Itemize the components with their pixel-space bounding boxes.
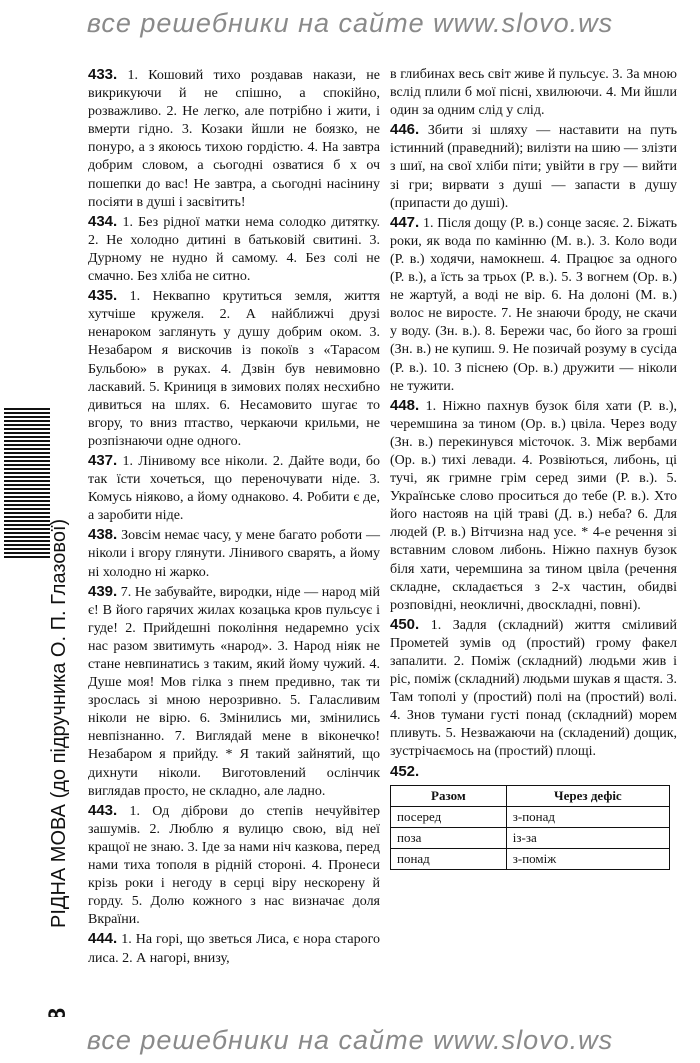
exercise-text: 1. Після дощу (Р. в.) сонце засяє. 2. Біжать роки, як вода по камінню (М. в.). 3. Коло води (Р. в.) ходячи, намокнеш. 4. Працює за одного (Р. в.), а їсть за трьох (Р. в.). 5. З вогнем (Ор. в.) не жартуй, а воді не вір. 6. На долоні (М. в.) волос не виросте. 7. Не знаючи броду, не скачи у воду. (Зн. в.). 8. Бережи час, бо його за гроші (Зн. в.) не купиш. 9. Не позичай розуму в сусіда (Р. в.). 10. З піснею (Ор. в.) дружити — ніколи не тужити. bbox=[390, 215, 677, 394]
answer-table bbox=[390, 785, 670, 870]
table-cell: посеред bbox=[391, 806, 507, 827]
exercise-text: 1. Лінивому все ніколи. 2. Дайте води, бо так їсти хочеться, що переночувати ніде. 3. Комусь ніяково, а йому однаково. 4. Робити є де, а заробити ніде. bbox=[88, 453, 380, 524]
exercise-number: 433. bbox=[88, 66, 118, 83]
exercise-paragraph bbox=[88, 287, 380, 451]
exercise-text: 1. На горі, що зветься Лиса, є нора старого лиса. 2. А нагорі, внизу, bbox=[88, 932, 381, 966]
exercise-number: 446. bbox=[390, 121, 420, 139]
table-cell: з-понад bbox=[506, 806, 669, 827]
left-column bbox=[88, 66, 380, 969]
table-cell: із-за bbox=[506, 827, 669, 848]
table-header-cell: Через дефіс bbox=[506, 785, 669, 806]
exercise-number: 444. bbox=[88, 930, 118, 948]
exercise-text: 1. Неквапно крутиться земля, життя хутчіше кружеля. 2. А найближчі друзі ненароком заглянуть у душу добрим оком. 3. Незабаром я вискочив із покоїв з «Тарасом Бульбою» в руках. 4. Дзвін був невимовно ласкавий. 5. Криниця в зимових полях несхибно дивиться на шлях. 6. Несамовито шугає то вгору, то вниз птаство, черкаючи крильми, не розпізнаючи одне одного. bbox=[88, 289, 381, 449]
exercise-number: 450. bbox=[390, 615, 420, 633]
exercise-paragraph bbox=[88, 583, 380, 801]
site-banner-bottom: все решебники на сайте www.slovo.ws bbox=[0, 1017, 700, 1063]
exercise-number: 435. bbox=[88, 287, 118, 305]
exercise-paragraph bbox=[390, 616, 677, 762]
exercise-text: в глибинах весь світ живе й пульсує. 3. За мною вслід плили б мої пісні, хвилюючи. 4. Ми йшли один за одним слід у слід. bbox=[390, 67, 677, 119]
site-banner-top: все решебники на сайте www.slovo.ws bbox=[0, 0, 700, 46]
exercise-text: Зовсім немає часу, у мене багато роботи — ніколи і вгору глянути. Лінивого сварять, а йому ні холодно ні жарко. bbox=[88, 528, 381, 580]
exercise-paragraph bbox=[88, 452, 380, 525]
exercise-number: 434. bbox=[88, 212, 118, 230]
table-row bbox=[391, 848, 670, 869]
exercise-paragraph bbox=[390, 214, 677, 396]
sidebar bbox=[0, 48, 70, 1018]
exercise-number: 447. bbox=[390, 213, 420, 231]
exercise-paragraph bbox=[88, 930, 380, 967]
barcode-strip bbox=[4, 408, 50, 558]
exercise-text: 1. Кошовий тихо роздавав накази, не викрикуючи й не спішно, а спокійно, розважливо. 2. Не легко, але потрібно і жити, і вмерти гідно. 3. Козаки йшли не боязко, не понуро, а з якоюсь тихою гордістю. 4. На завтра добрим словом, а сьогодні озватися б х оч пошепки до вас! Не завтра, а сьогодні насінину посіяти в душі і засвітить! bbox=[88, 68, 380, 210]
exercise-paragraph bbox=[88, 66, 380, 212]
exercise-number: 452. bbox=[390, 762, 420, 780]
book-title: РІДНА МОВА (до підручника О. П. Глазової) bbox=[48, 518, 70, 928]
exercise-number: 443. bbox=[88, 801, 118, 819]
exercise-text: 1. Ніжно пахнув бузок біля хати (Р. в.), черемшина за тином (Ор. в.) цвіла. Через воду (Зн. в.) перекинувся місточок. 3. Між вербами (Ор. в.) тихі левади. 4. Розвіються, либонь, ці тучі, як гримне грім серед зими (Р. в.). 5. Українське слово проситься до тебе (Р. в.). Хто його настояв на цій траві (Д. в.) неба? 6. Для людей (Р. в.) Вітчизна над усе. * 4-е речення зі вставним словом либонь. Ніжно пахнув бузок біля хати, черемшина за тином цвіла (речення складне, складається з 2-х частин, обидві розповідні, неокличні, двоскладні, повні). bbox=[390, 398, 678, 613]
exercise-number: 439. bbox=[88, 582, 118, 600]
exercise-paragraph bbox=[390, 397, 677, 615]
exercise-paragraph bbox=[390, 763, 677, 782]
exercise-number: 448. bbox=[390, 396, 420, 414]
table-header-cell: Разом bbox=[391, 785, 507, 806]
exercise-paragraph bbox=[88, 526, 380, 581]
exercise-paragraph bbox=[390, 121, 677, 212]
exercise-paragraph bbox=[88, 213, 380, 286]
exercise-paragraph bbox=[390, 66, 677, 120]
table-row bbox=[391, 806, 670, 827]
table-header-row bbox=[391, 785, 670, 806]
table-row bbox=[391, 827, 670, 848]
exercise-paragraph bbox=[88, 802, 380, 930]
right-paragraphs bbox=[390, 66, 677, 782]
exercise-text: 1. Задля (складний) життя сміливий Прометей зумів од (простий) грому факел запалити. 2. Поміж (складний) людьми жив і ріс, поміж (складний) людьми шукав я щастя. 3. Там тополі у (простий) полі на (простий) волі. 4. Знов тумани густі понад (складний) морем пливуть. 5. Незважаючи на (складений) дощик, зустрічаємось на (простий) площі. bbox=[390, 617, 678, 760]
right-column bbox=[390, 66, 677, 870]
exercise-text: 7. Не забувайте, виродки, ніде — народ мій є! В його гарячих жилах козацька кров пульсує і гуде! 2. Прийдешні покоління недаремно усіх нас разом звитимуть «народ». 3. Народ ніяк не стане невпинатись з таким, який йому чужий. 4. Душе моя! Мов гілка з пнем предивно, так ти зрослась зі мною нерозривно. 5. Галасливим ніколи не вірю. 6. Змінились ми, змінились невпізнанно. 7. Виглядай мене в віконечко! Незабаром я прийду. * Я такий зайнятий, що дихнути ніколи. Виготовлений ослінчик виглядав просто, не складно, але ладно. bbox=[88, 584, 381, 799]
exercise-text: 1. Од діброви до степів нечуйвітер зашумів. 2. Люблю я вулицю свою, від неї кращої не знаю. 3. Іде за нами ніч казкова, перед нами тиха тополя в рідній стороні. 4. Пронеси крізь роки і негоду в серці віру нескорену й горду. 5. Долю кожного з нас визначає доля Вкраїни. bbox=[88, 803, 381, 928]
table-cell: поза bbox=[391, 827, 507, 848]
table-cell: з-поміж bbox=[506, 848, 669, 869]
exercise-text: 1. Без рідної матки нема солодко дитятку. 2. Не холодно дитині в батьковій свитині. 3. Дурному не нудно й самому. 4. Без солі не смачно. Без хліба не ситно. bbox=[88, 214, 380, 285]
table-cell: понад bbox=[391, 848, 507, 869]
exercise-number: 438. bbox=[88, 526, 118, 544]
exercise-text: Збити зі шляху — наставити на путь істинний (праведний); вилізти на шию — злізти з шиї, на свої хліби піти; увійти в гру — вийти зі гри; вирвати з душі — запасти в душу (припасти до душі). bbox=[390, 123, 678, 211]
exercise-number: 437. bbox=[88, 451, 118, 469]
